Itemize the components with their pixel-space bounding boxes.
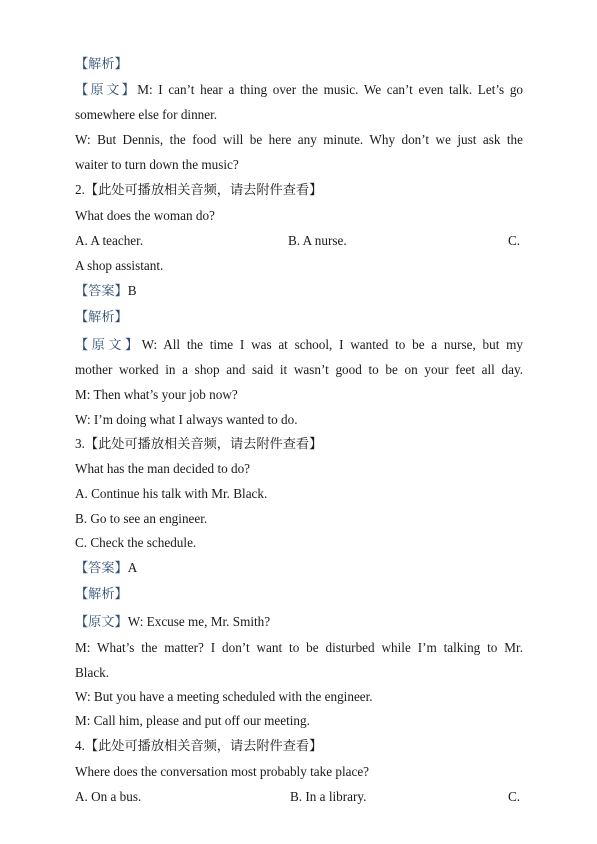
transcript-text: M: I can’t hear a thing over the music. We can’t even talk. Let’s go: [137, 82, 523, 97]
answer-line: [75, 282, 523, 300]
transcript-text: W: Excuse me, Mr. Smith?: [127, 614, 271, 629]
question-header-audio[interactable]: 4.【此处可播放相关音频，请去附件查看】: [75, 738, 323, 753]
question-header-audio[interactable]: 2.【此处可播放相关音频，请去附件查看】: [75, 182, 323, 197]
answer-value: A: [127, 560, 138, 575]
transcript-text: W: All the time I was at school, I wanted to be a nurse, but my: [141, 337, 523, 352]
transcript-line: W: I’m doing what I always wanted to do.: [75, 412, 298, 427]
option-c: C. Check the schedule.: [75, 535, 197, 550]
option-c-text: A shop assistant.: [75, 258, 164, 273]
transcript-line: [75, 81, 523, 99]
transcript-line: somewhere else for dinner.: [75, 107, 218, 122]
option-c-label: C.: [508, 789, 521, 804]
transcript-tag: 【原文】: [75, 614, 128, 629]
transcript-line: Black.: [75, 665, 110, 680]
question-text: Where does the conversation most probably take place?: [75, 764, 370, 779]
analysis-tag: 【解析】: [75, 586, 128, 601]
transcript-line: waiter to turn down the music?: [75, 157, 239, 172]
transcript-line: M: Then what’s your job now?: [75, 387, 238, 402]
option-c-label: C.: [508, 233, 521, 248]
transcript-line: W: But you have a meeting scheduled with the engineer.: [75, 689, 373, 704]
answer-tag: 【答案】: [75, 283, 128, 298]
option-b: B. A nurse.: [288, 233, 347, 248]
option-a: A. A teacher.: [75, 233, 144, 248]
analysis-tag: 【解析】: [75, 56, 128, 71]
transcript-line: mother worked in a shop and said it wasn’t good to be on your feet all day.: [75, 362, 523, 377]
option-b: B. In a library.: [290, 789, 367, 804]
answer-tag: 【答案】: [75, 560, 128, 575]
option-a: A. On a bus.: [75, 789, 142, 804]
transcript-line: M: What’s the matter? I don’t want to be disturbed while I’m talking to Mr.: [75, 640, 523, 655]
question-text: What does the woman do?: [75, 208, 215, 223]
question-text: What has the man decided to do?: [75, 461, 251, 476]
transcript-tag: 【原文】: [75, 82, 138, 97]
option-b: B. Go to see an engineer.: [75, 511, 208, 526]
question-header-audio[interactable]: 3.【此处可播放相关音频，请去附件查看】: [75, 436, 323, 451]
answer-line: [75, 559, 523, 577]
answer-value: B: [127, 283, 137, 298]
transcript-tag: 【原文】: [75, 337, 142, 352]
transcript-line: W: But Dennis, the food will be here any minute. Why don’t we just ask the: [75, 132, 523, 147]
transcript-line: [75, 613, 523, 631]
transcript-line: M: Call him, please and put off our meeting.: [75, 713, 310, 728]
analysis-tag: 【解析】: [75, 309, 128, 324]
option-a: A. Continue his talk with Mr. Black.: [75, 486, 268, 501]
transcript-line: [75, 336, 523, 354]
